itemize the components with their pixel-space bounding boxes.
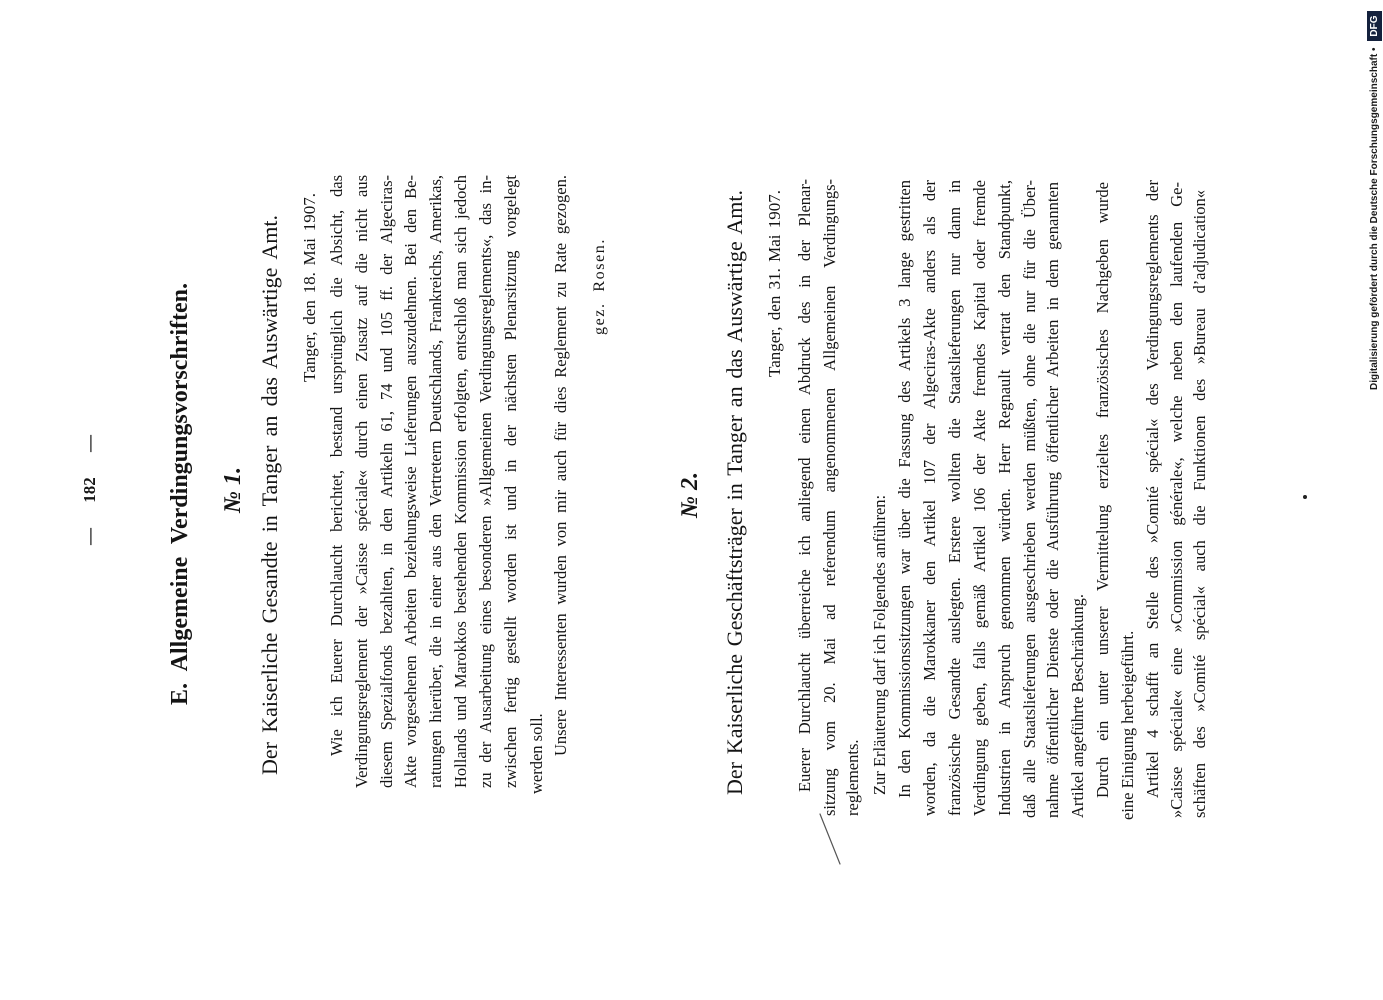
body-line: Unsere Interessenten wurden von mir auch für dies Reglement zu Rate gezogen.	[551, 175, 570, 756]
body-line: daß alle Staatslieferungen ausgeschrieben werden müßten, ohne die nur für die Über-	[1020, 180, 1039, 818]
body-line: Artikel angeführte Beschränkung.	[1068, 593, 1087, 818]
body-line: sitzung vom 20. Mai ad referendum angenommenen Allgemeinen Verdingungs-	[820, 179, 839, 816]
section-title: E. Allgemeine Verdingungsvorschriften.	[167, 283, 193, 705]
digitization-credit: Digitalisierung gefördert durch die Deutsche Forschungsgemeinschaft •	[1369, 47, 1380, 390]
body-line: worden, da die Marokkaner den Artikel 107 der Algeciras-Akte anders als der	[920, 180, 939, 816]
scan-speck	[1303, 495, 1307, 499]
body-line: In den Kommissionssitzungen war über die Fassung des Artikels 3 lange gestritten	[895, 180, 914, 798]
body-line: Wie ich Euerer Durchlaucht berichtet, bestand ursprünglich die Absicht, das	[327, 175, 346, 756]
body-line: Euerer Durchlaucht überreiche ich anliegend einen Abdruck des in der Plenar-	[795, 179, 814, 792]
body-line: Verdingungsreglement der »Caisse spéciale« durch einen Zusatz auf die nicht aus	[352, 175, 371, 788]
body-line: Durch ein unter unserer Vermittelung erzieltes französisches Nachgeben wurde	[1093, 182, 1112, 798]
body-line: reglements.	[843, 739, 862, 816]
body-line: diesem Spezialfonds bezahlten, in den Artikeln 61, 74 und 105 ff. der Algeciras-	[377, 175, 396, 788]
body-line: ratungen hierüber, die in einer aus den Vertretern Deutschlands, Frankreichs, Amerikas,	[426, 175, 445, 788]
body-line: »Caisse spéciale« eine »Commission générale«, welche neben den laufenden Ge-	[1167, 182, 1186, 818]
page-number: — 182 —	[80, 435, 99, 545]
document-number: № 1.	[220, 467, 246, 513]
dfg-logo: DFG	[1367, 11, 1382, 41]
body-line: französische Gesandte auslegten. Erstere wollten die Staatslieferungen nur dann in	[945, 180, 964, 816]
body-line: zwischen fertig gestellt worden ist und in der nächsten Plenarsitzung vorgelegt	[501, 175, 520, 788]
document-number: № 2.	[677, 472, 703, 518]
dateline: Tanger, den 18. Mai 1907.	[300, 193, 319, 382]
body-line: zu der Ausarbeitung eines besonderen »Allgemeinen Verdingungsreglements«, das in-	[476, 175, 495, 788]
body-line: werden soll.	[527, 713, 546, 794]
signature: gez. Rosen.	[591, 238, 608, 335]
body-line: Hollands und Marokkos bestehenden Kommission erfolgten, entschloß man sich jedoch	[451, 175, 470, 788]
dateline: Tanger, den 31. Mai 1907.	[765, 190, 784, 377]
document-heading: Der Kaiserliche Geschäftsträger in Tanger an das Auswärtige Amt.	[722, 190, 747, 795]
body-line: Akte vorgesehenen Arbeiten beziehungsweise Lieferungen auszudehnen. Bei den Be-	[401, 175, 420, 788]
pencil-mark	[812, 806, 848, 870]
body-line: eine Einigung herbeigeführt.	[1118, 630, 1137, 820]
body-line: Industrien in Anspruch genommen würden. Herr Regnault vertrat den Standpunkt,	[995, 180, 1014, 816]
body-line: Verdingung geben, falls gemäß Artikel 106 der Akte fremdes Kapital oder fremde	[970, 180, 989, 816]
body-line: Artikel 4 schafft an Stelle des »Comité spécial« des Verdingungsreglements der	[1143, 180, 1162, 798]
body-line: Zur Erläuterung darf ich Folgendes anführen:	[870, 494, 889, 795]
body-line: nahme öffentlicher Dienste oder die Ausführung öffentlicher Arbeiten in dem genannten	[1043, 182, 1062, 818]
body-line: schäften des »Comité spécial« auch die Funktionen des »Bureau d’adjudication«	[1190, 190, 1209, 818]
document-heading: Der Kaiserliche Gesandte in Tanger an das Auswärtige Amt.	[257, 215, 282, 775]
